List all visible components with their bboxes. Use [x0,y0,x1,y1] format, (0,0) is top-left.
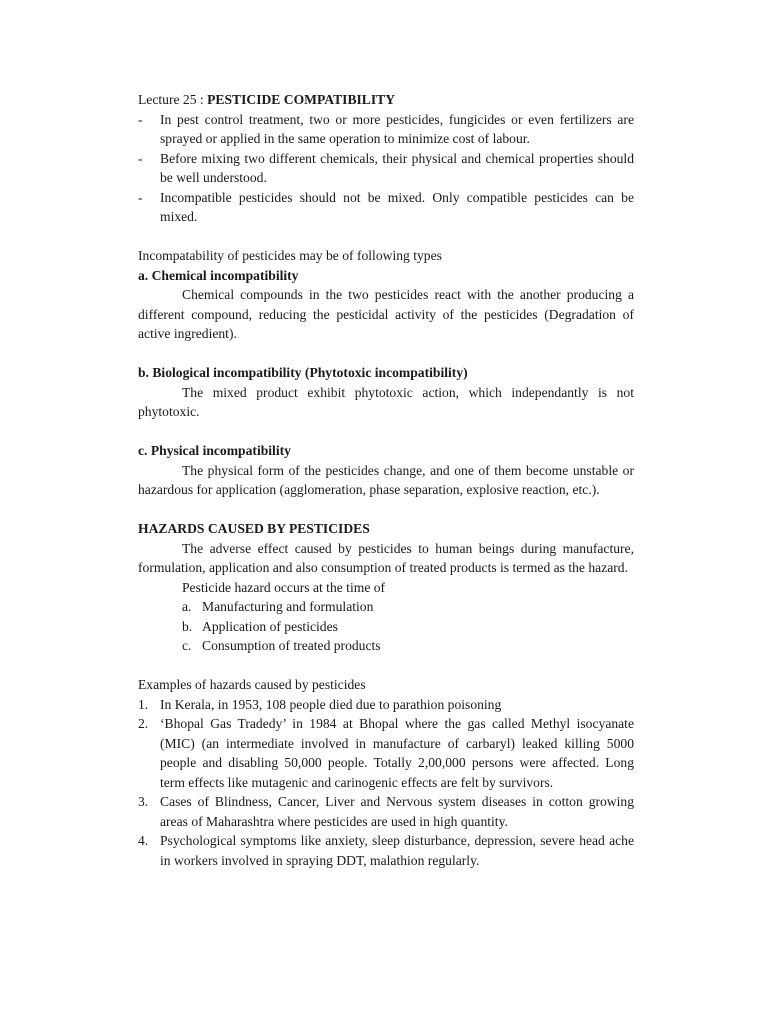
paragraph: The adverse effect caused by pesticides to human beings during manufacture, formulation, application and also consumption of treated products is termed as the hazard. [138,540,634,575]
lecture-title [138,90,634,110]
list-item: a. Manufacturing and formulation [182,599,374,614]
list-item: 3. Cases of Blindness, Cancer, Liver and Nervous system diseases in cotton growing areas of Maharashtra where pesticides are used in high quantity. [138,794,634,829]
list-item: b. Application of pesticides [182,618,338,634]
list-item: c. Consumption of treated products [182,638,381,653]
paragraph: Pesticide hazard occurs at the time of [182,579,386,595]
lecture-topic: PESTICIDE COMPATIBILITY [207,92,396,107]
list-item: 4. Psychological symptoms like anxiety, sleep disturbance, depression, severe head ache in workers involved in spraying DDT, malathion regularly. [138,833,634,868]
document-page [138,90,634,870]
list-item: 1. In Kerala, in 1953, 108 people died due to parathion poisoning [138,696,502,712]
paragraph: Chemical compounds in the two pesticides react with the another producing a different compound, reducing the pesticidal activity of the pesticides (Degradation of active ingredient). [138,287,634,341]
section-heading: c. Physical incompatibility [138,443,291,458]
section-heading: b. Biological incompatibility (Phytotoxic incompatibility) [138,365,468,380]
list-item: 2. ‘Bhopal Gas Tradedy’ in 1984 at Bhopal where the gas called Methyl isocyanate (MIC) (an intermediate involved in manufacture of carbaryl) leaked killing 5000 people and disabling 50,000 people. Totally 2,00,000 persons were affected. Long term effects like mutagenic and carinogenic effects are felt by survivors. [138,716,634,790]
list-item: - Incompatible pesticides should not be mixed. Only compatible pesticides can be mixed. [138,189,634,224]
lecture-number: Lecture 25 : [138,92,204,107]
list-item: - Before mixing two different chemicals, their physical and chemical properties should be well understood. [138,150,634,185]
section-heading: a. Chemical incompatibility [138,267,299,283]
incompat-intro: Incompatability of pesticides may be of following types [138,248,442,263]
section-heading: HAZARDS CAUSED BY PESTICIDES [138,521,370,536]
paragraph: The physical form of the pesticides change, and one of them become unstable or hazardous for application (agglomeration, phase separation, explosive reaction, etc.). [138,462,634,497]
list-item: - In pest control treatment, two or more pesticides, fungicides or even fertilizers are sprayed or applied in the same operation to minimize cost of labour. [138,111,634,146]
examples-intro: Examples of hazards caused by pesticides [138,677,366,692]
paragraph: The mixed product exhibit phytotoxic action, which independantly is not phytotoxic. [138,384,634,419]
